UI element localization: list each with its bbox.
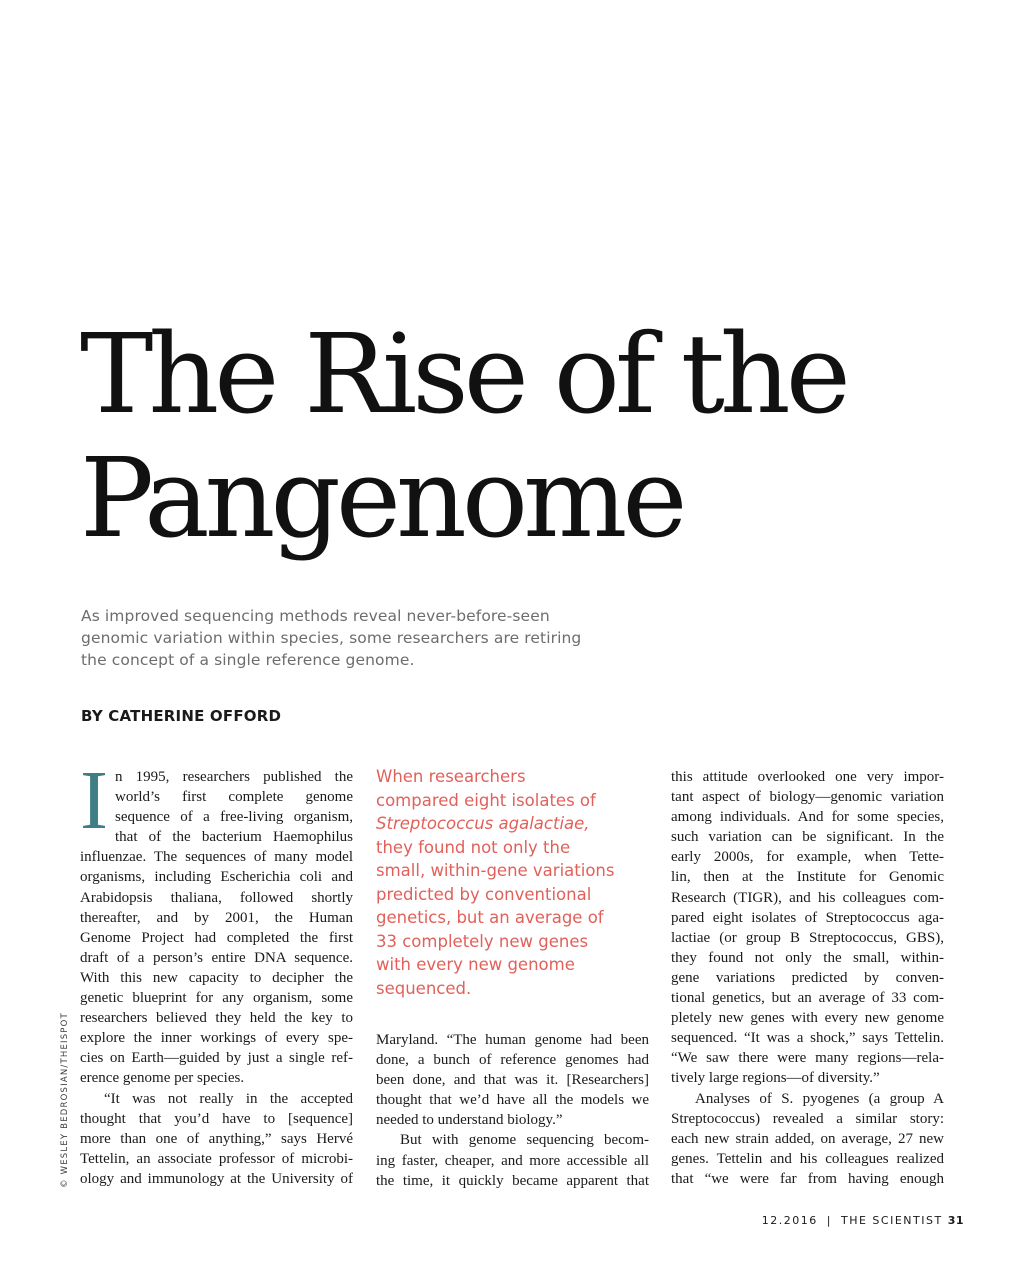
body-line: they found not only the small, within-: [671, 949, 944, 966]
body-line: among individuals. And for some species,: [671, 809, 944, 826]
drop-cap: I: [80, 754, 108, 847]
body-line: sequenced. “It was a shock,” says Tettelin.: [671, 1030, 944, 1047]
pull-quote-line: sequenced.: [376, 978, 472, 998]
body-line: cies on Earth—guided by just a single ref-: [80, 1050, 353, 1067]
pull-quote-line: Streptococcus agalactiae,: [376, 814, 590, 833]
body-line: genetic blueprint for any organism, some: [80, 990, 353, 1007]
byline: BY CATHERINE OFFORD: [81, 707, 282, 725]
body-line: erence genome per species.: [80, 1070, 245, 1087]
body-line: draft of a person’s entire DNA sequence.: [80, 949, 353, 966]
body-line: Maryland. “The human genome had been: [376, 1032, 649, 1048]
body-line: the time, it quickly became apparent that: [376, 1172, 649, 1189]
pull-quote-line: small, within-gene variations: [376, 861, 615, 880]
article-title: [80, 312, 980, 560]
body-line: pletely new genes with every new genome: [671, 1010, 944, 1027]
body-line: ing faster, cheaper, and more accessible all: [376, 1152, 649, 1169]
body-line: each new strain added, on average, 27 new: [671, 1130, 944, 1147]
body-line: influenzae. The sequences of many model: [80, 849, 353, 866]
body-line: tional genetics, but an average of 33 com-: [671, 990, 944, 1007]
body-line: With this new capacity to decipher the: [80, 969, 353, 986]
pull-quote-line: When researchers: [376, 767, 526, 786]
pull-quote-line: 33 completely new genes: [376, 931, 589, 951]
footer-separator: |: [826, 1214, 832, 1227]
body-column-2: [376, 1030, 649, 1191]
body-line: thought that you’d have to [sequence]: [80, 1110, 353, 1127]
pull-quote-line: compared eight isolates of: [376, 790, 596, 810]
article-deck: [81, 605, 641, 671]
body-line: n 1995, researchers published the: [115, 769, 353, 785]
body-column-3: [671, 767, 944, 1189]
pull-quote-line: they found not only the: [376, 837, 571, 857]
body-line: researchers believed they held the key to: [80, 1010, 353, 1027]
deck-line: the concept of a single reference genome.: [81, 651, 415, 669]
body-column-1: [80, 754, 353, 1189]
body-line: Genome Project had completed the first: [80, 929, 353, 946]
body-line: thereafter, and by 2001, the Human: [80, 909, 353, 926]
body-line: “It was not really in the accepted: [104, 1090, 353, 1107]
body-line: gene variations predicted by conven-: [671, 969, 944, 986]
body-line: lactiae (or group B Streptococcus, GBS),: [671, 929, 944, 946]
pull-quote-line: genetics, but an average of: [376, 908, 604, 927]
pull-quote-line: predicted by conventional: [376, 884, 592, 904]
deck-line: As improved sequencing methods reveal never-before-seen: [81, 607, 550, 625]
body-line: early 2000s, for example, when Tette-: [671, 849, 944, 866]
issue-date: 12.2016: [761, 1214, 818, 1227]
body-line: more than one of anything,” says Hervé: [80, 1130, 353, 1147]
body-line: that “we were far from having enough: [671, 1170, 944, 1187]
body-line: explore the inner workings of every spe-: [80, 1030, 353, 1047]
deck-line: genomic variation within species, some researchers are retiring: [81, 629, 582, 647]
title-line: Pangenome: [80, 434, 683, 562]
title-line: The Rise of the: [80, 310, 846, 438]
body-line: thought that we’d have all the models we: [376, 1092, 649, 1109]
body-line: lin, then at the Institute for Genomic: [671, 869, 944, 886]
body-line: Tettelin, an associate professor of microbi-: [80, 1150, 353, 1167]
page-number: 31: [947, 1214, 964, 1227]
body-line: Arabidopsis thaliana, followed shortly: [80, 889, 353, 906]
body-line: needed to understand biology.”: [376, 1112, 563, 1129]
body-line: done, a bunch of reference genomes had: [376, 1052, 649, 1069]
body-line: this attitude overlooked one very impor-: [671, 769, 944, 785]
magazine-name: THE SCIENTIST: [840, 1214, 943, 1227]
pull-quote: [376, 765, 666, 1000]
body-line: But with genome sequencing becom-: [400, 1132, 649, 1149]
body-line: Research (TIGR), and his colleagues com-: [671, 889, 944, 906]
page-footer: [762, 1214, 964, 1227]
pull-quote-line: with every new genome: [376, 955, 575, 974]
body-line: sequence of a free-living organism,: [115, 809, 353, 826]
body-line: such variation can be significant. In the: [671, 829, 944, 846]
body-line: Streptococcus) revealed a similar story:: [671, 1110, 944, 1127]
body-line: world’s first complete genome: [115, 789, 353, 806]
body-line: organisms, including Escherichia coli and: [80, 869, 353, 886]
body-line: that of the bacterium Haemophilus: [115, 829, 353, 846]
body-line: Analyses of S. pyogenes (a group A: [695, 1090, 944, 1107]
body-line: tively large regions—of diversity.”: [671, 1070, 880, 1087]
body-line: genes. Tettelin and his colleagues realized: [671, 1150, 944, 1167]
body-line: ology and immunology at the University of: [80, 1170, 353, 1187]
body-line: pared eight isolates of Streptococcus aga-: [671, 909, 944, 926]
photo-credit: © WESLEY BEDROSIAN/THEISPOT: [60, 1012, 70, 1188]
body-line: tant aspect of biology—genomic variation: [671, 789, 944, 806]
body-line: been done, and that was it. [Researchers]: [376, 1072, 649, 1089]
body-line: “We saw there were many regions—rela-: [671, 1050, 944, 1067]
